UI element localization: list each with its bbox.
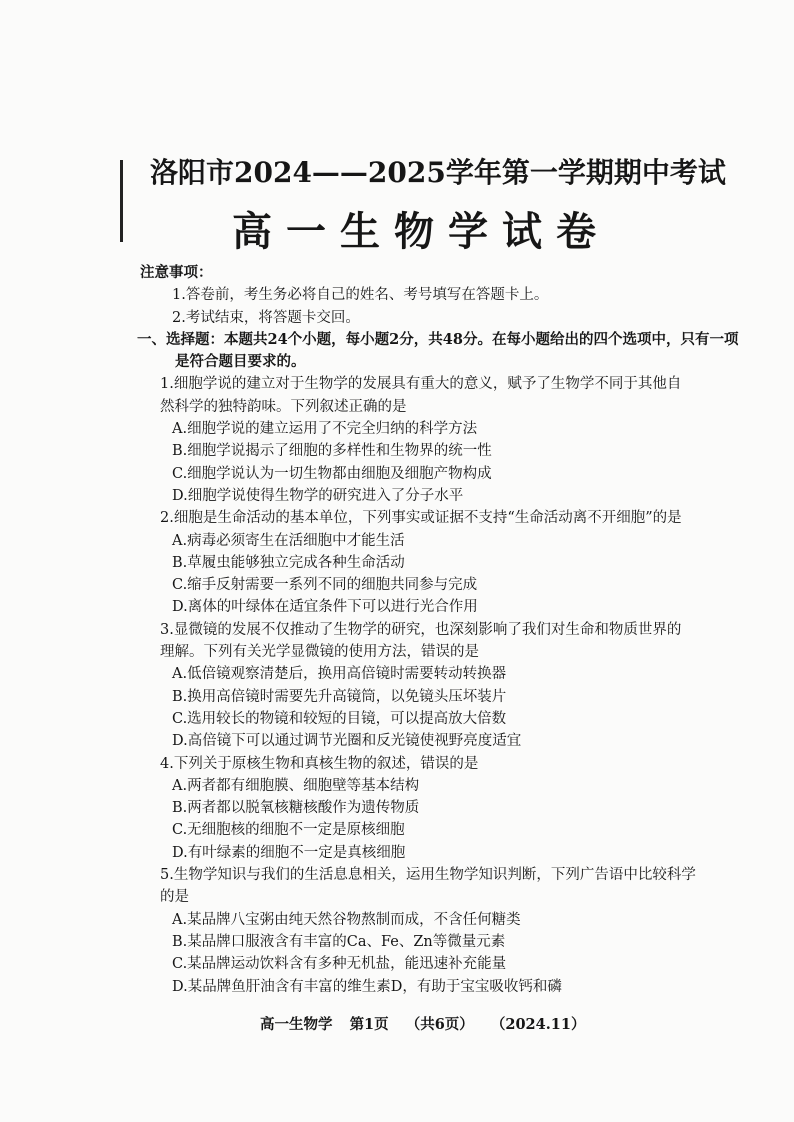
option: B.细胞学说揭示了细胞的多样性和生物界的统一性: [172, 443, 492, 460]
option: A.两者都有细胞膜、细胞壁等基本结构: [172, 777, 420, 794]
notice-heading: 注意事项：: [140, 264, 213, 281]
option: A.某品牌八宝粥由纯天然谷物熬制而成，不含任何糖类: [172, 911, 521, 928]
section-heading-cont: 是符合题目要求的。: [175, 353, 306, 371]
option: C.缩手反射需要一系列不同的细胞共同参与完成: [172, 577, 478, 594]
option: C.某品牌运动饮料含有多种无机盐，能迅速补充能量: [172, 956, 507, 973]
exam-body: [137, 262, 740, 998]
option: C.无细胞核的细胞不一定是原核细胞: [172, 822, 405, 839]
option: B.两者都以脱氧核糖核酸作为遗传物质: [172, 800, 420, 817]
question-stem: 4.下列关于原核生物和真核生物的叙述，错误的是: [160, 755, 479, 772]
exam-title: 洛阳市2024——2025学年第一学期期中考试: [150, 156, 726, 189]
notice-item: 2.考试结束，将答题卡交回。: [172, 309, 360, 326]
footer-page-number: 第1页: [349, 1016, 389, 1033]
option: A.细胞学说的建立运用了不完全归纳的科学方法: [172, 421, 478, 438]
option: C.选用较长的物镜和较短的目镜，可以提高放大倍数: [172, 710, 507, 727]
section-heading: 一、选择题：本题共24个小题，每小题2分，共48分。在每小题给出的四个选项中，只有一项: [137, 330, 739, 348]
footer-subject: 高一生物学: [260, 1016, 333, 1033]
option: A.低倍镜观察清楚后，换用高倍镜时需要转动转换器: [172, 666, 507, 683]
option: D.高倍镜下可以通过调节光圈和反光镜使视野亮度适宜: [172, 733, 522, 750]
notice-item: 1.答卷前，考生务必将自己的姓名、考号填写在答题卡上。: [172, 287, 549, 304]
binding-line: [120, 160, 123, 242]
question-stem: 5.生物学知识与我们的生活息息相关，运用生物学知识判断，下列广告语中比较科学: [160, 867, 696, 884]
exam-subject-title: 高一生物学试卷: [232, 208, 610, 255]
question-stem-cont: 的是: [160, 889, 189, 906]
footer-total-pages: （共6页）: [405, 1016, 474, 1033]
option: C.细胞学说认为一切生物都由细胞及细胞产物构成: [172, 465, 492, 482]
option: B.某品牌口服液含有丰富的Ca、Fe、Zn等微量元素: [172, 933, 506, 950]
option: D.某品牌鱼肝油含有丰富的维生素D，有助于宝宝吸收钙和磷: [172, 978, 562, 995]
option: B.换用高倍镜时需要先升高镜筒，以免镜头压坏装片: [172, 688, 507, 705]
option: D.细胞学说使得生物学的研究进入了分子水平: [172, 487, 464, 504]
question-stem: 1.细胞学说的建立对于生物学的发展具有重大的意义，赋予了生物学不同于其他自: [160, 376, 682, 393]
option: D.有叶绿素的细胞不一定是真核细胞: [172, 844, 406, 861]
option: B.草履虫能够独立完成各种生命活动: [172, 554, 405, 571]
footer-date: （2024.11）: [490, 1016, 586, 1033]
option: A.病毒必须寄生在活细胞中才能生活: [172, 532, 405, 549]
question-stem: 3.显微镜的发展不仅推动了生物学的研究，也深刻影响了我们对生命和物质世界的: [160, 621, 682, 638]
page-footer: [260, 1013, 660, 1034]
question-stem-cont: 然科学的独特韵味。下列叙述正确的是: [160, 398, 407, 415]
question-stem-cont: 理解。下列有关光学显微镜的使用方法，错误的是: [160, 644, 479, 661]
option: D.离体的叶绿体在适宜条件下可以进行光合作用: [172, 599, 478, 616]
question-stem: 2.细胞是生命活动的基本单位，下列事实或证据不支持“生命活动离不开细胞”的是: [160, 510, 682, 527]
